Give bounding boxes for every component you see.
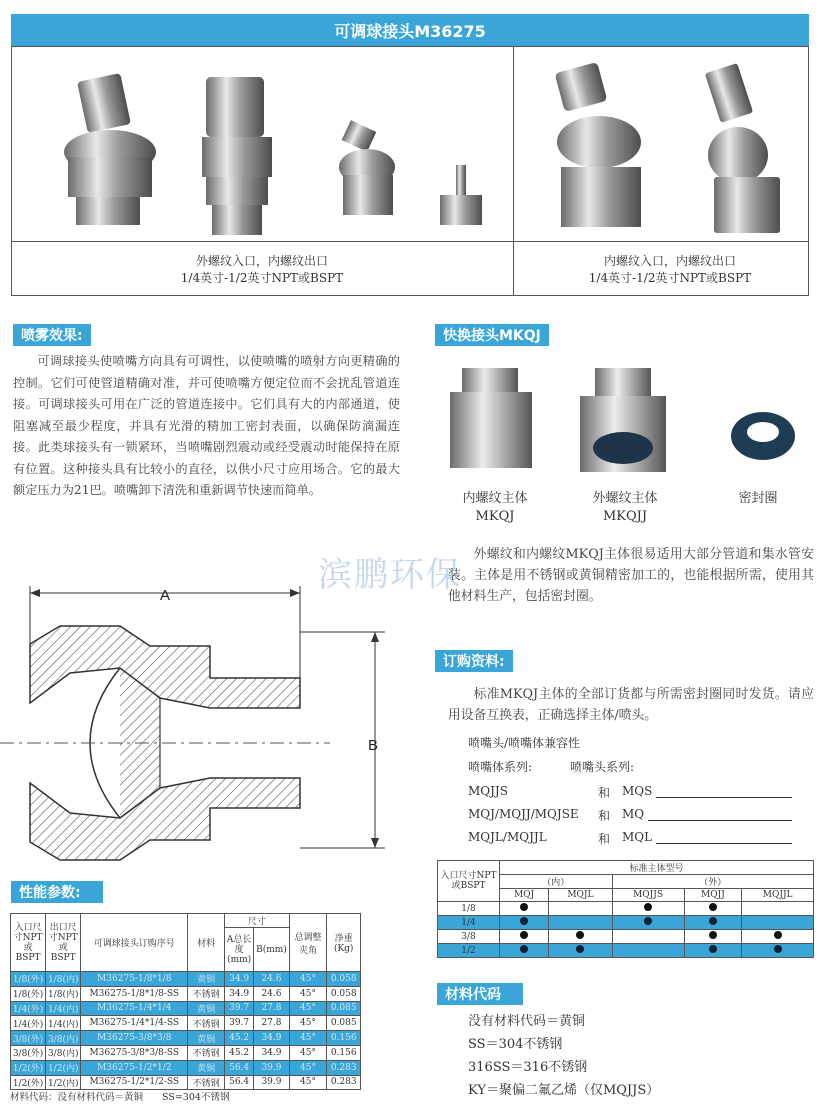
performance-cell-b: 34.9	[254, 1031, 289, 1046]
male-body-code: MKQJJ	[602, 509, 648, 524]
mkq-cell	[549, 916, 612, 930]
performance-cell-ang: 45°	[289, 972, 327, 987]
product-photo-1	[64, 73, 156, 225]
header-weight: 净重(Kg)	[327, 914, 361, 972]
mkq-compat-table	[437, 860, 814, 958]
performance-cell-in: 1/2(外)	[11, 1060, 46, 1075]
mkq-cell	[500, 902, 549, 916]
body-series-label: 喷嘴体系列:	[468, 760, 533, 774]
male-body-photo	[580, 368, 666, 472]
performance-footnote: 材料代码：没有材料代码＝黄铜 SS=304不锈钢	[10, 1092, 230, 1103]
mkq-cell	[612, 916, 684, 930]
performance-cell-b: 24.6	[254, 986, 289, 1001]
mkq-cell	[500, 944, 549, 958]
performance-row	[11, 1045, 361, 1060]
performance-table	[10, 913, 361, 1090]
performance-cell-ang: 45°	[289, 1016, 327, 1031]
page-banner-title: 可调球接头M36275	[11, 14, 809, 46]
performance-cell-b: 34.9	[254, 1045, 289, 1060]
mkq-row-size: 3/8	[438, 930, 500, 944]
performance-cell-ang: 45°	[289, 986, 327, 1001]
female-body-caption	[445, 490, 545, 526]
performance-cell-w: 0.085	[327, 1001, 361, 1016]
compat-row-3-head: MQL	[622, 830, 653, 844]
performance-row	[11, 972, 361, 987]
mkq-col-header: MQJL	[549, 889, 612, 902]
order-text: 标准MKQJ主体的全部订货都与所需密封圈同时发货。请应用设备互换表，正确选择主体/喷头。	[448, 687, 814, 723]
product-photo-4	[440, 165, 482, 225]
performance-cell-ang: 45°	[289, 1060, 327, 1075]
dimension-label-a: A	[160, 587, 171, 604]
header-order-code: 可调球接头订购序号	[81, 914, 188, 972]
seal-ring-label: 密封圈	[738, 491, 778, 506]
compat-row-1-and: 和	[598, 786, 611, 800]
compat-dot-icon	[709, 917, 717, 925]
mkq-table-body	[438, 902, 814, 958]
performance-cell-mat: 黄铜	[188, 1001, 225, 1016]
performance-cell-code: M36275-1/2*1/2-SS	[81, 1075, 188, 1090]
performance-cell-a: 56.4	[224, 1075, 253, 1090]
mkq-cell	[500, 916, 549, 930]
performance-cell-in: 1/2(外)	[11, 1075, 46, 1090]
order-section-title: 订购资料:	[435, 650, 513, 672]
product-photo-5	[555, 62, 641, 227]
compat-dot-icon	[520, 945, 528, 953]
quick-connect-photos	[440, 368, 810, 478]
performance-cell-mat: 黄铜	[188, 1031, 225, 1046]
mkq-cell	[549, 902, 612, 916]
mkq-col-header: MQJJS	[612, 889, 684, 902]
material-code-line: SS＝304不锈钢	[468, 1037, 563, 1052]
performance-cell-ang: 45°	[289, 1045, 327, 1060]
performance-cell-w: 0.085	[327, 1016, 361, 1031]
header-dim-a: A总长度(mm)	[224, 928, 253, 972]
performance-cell-a: 45.2	[224, 1031, 253, 1046]
compat-dot-icon	[576, 945, 584, 953]
performance-row	[11, 1031, 361, 1046]
performance-cell-code: M36275-3/8*3/8-SS	[81, 1045, 188, 1060]
performance-cell-code: M36275-3/8*3/8	[81, 1031, 188, 1046]
performance-cell-out: 1/4(内)	[46, 1016, 81, 1031]
mkq-group-header: 标准主体型号	[500, 861, 814, 875]
mkq-cell	[742, 902, 814, 916]
mkq-row	[438, 902, 814, 916]
performance-cell-mat: 黄铜	[188, 972, 225, 987]
performance-cell-code: M36275-1/4*1/4	[81, 1001, 188, 1016]
mkq-cell	[612, 930, 684, 944]
performance-cell-out: 1/4(内)	[46, 1001, 81, 1016]
performance-cell-b: 39.9	[254, 1060, 289, 1075]
order-description	[448, 684, 814, 726]
mkq-row-size: 1/4	[438, 916, 500, 930]
header-dimensions: 尺寸	[224, 914, 289, 928]
material-code-line: KY＝聚偏二氟乙烯（仅MQJJS）	[468, 1083, 660, 1098]
performance-cell-b: 27.8	[254, 1001, 289, 1016]
compat-row-1-body: MQJJS	[468, 784, 508, 798]
performance-cell-code: M36275-1/2*1/2	[81, 1060, 188, 1075]
performance-row	[11, 1060, 361, 1075]
performance-cell-w: 0.283	[327, 1075, 361, 1090]
seal-ring-photo	[731, 412, 795, 460]
compat-dot-icon	[644, 917, 652, 925]
ball-joint-photos	[12, 47, 810, 241]
compat-title: 喷嘴头/喷嘴体兼容性	[468, 736, 581, 750]
spray-text: 可调球接头使喷嘴方向具有可调性，以使喷嘴的喷射方向更精确的控制。它们可使管道精确对准，并可使喷嘴方便定位而不会扰乱管道连接。可调球接头可用在广泛的管道连接中。它们具有大的内部通道，使阻塞减至最少程度，并具有光滑的精加工密封表面，以确保防滴漏连接。此类球接头有一锁紧环，当喷嘴剧烈震动或经受震动时能保持在原有位置。这种接头具有比较小的直径，以供小尺寸应用场合。它的最大额定压力为21巴。喷嘴卸下清洗和重新调节快速而简单。	[13, 354, 400, 497]
mkq-cell	[742, 930, 814, 944]
performance-cell-mat: 不锈钢	[188, 1045, 225, 1060]
performance-cell-a: 34.9	[224, 986, 253, 1001]
header-material: 材料	[188, 914, 225, 972]
performance-row	[11, 1001, 361, 1016]
material-code-line: 316SS＝316不锈钢	[468, 1060, 588, 1075]
performance-row	[11, 1075, 361, 1090]
compat-dot-icon	[774, 945, 782, 953]
mkq-row	[438, 944, 814, 958]
panel-divider-horizontal	[12, 241, 808, 242]
quick-connect-text: 外螺纹和内螺纹MKQJ主体很易适用大部分管道和集水管安装。主体是用不锈钢或黄铜精密加工的，也能根据所需，使用其他材料生产，包括密封圈。	[448, 547, 814, 604]
performance-cell-w: 0.058	[327, 986, 361, 1001]
performance-cell-code: M36275-1/8*1/8	[81, 972, 188, 987]
mkq-cell	[612, 902, 684, 916]
mkq-col-header: MQJJL	[742, 889, 814, 902]
performance-cell-ang: 45°	[289, 1075, 327, 1090]
right-caption-line-1: 内螺纹入口，内螺纹出口	[603, 254, 736, 268]
mkq-cell	[549, 930, 612, 944]
performance-cell-ang: 45°	[289, 1031, 327, 1046]
male-body-caption	[575, 490, 675, 526]
compat-dot-icon	[576, 931, 584, 939]
mkq-cell	[742, 944, 814, 958]
performance-cell-b: 27.8	[254, 1016, 289, 1031]
performance-cell-mat: 黄铜	[188, 1060, 225, 1075]
performance-cell-a: 45.2	[224, 1045, 253, 1060]
mkq-row	[438, 916, 814, 930]
material-code-line: 没有材料代码＝黄铜	[468, 1014, 586, 1029]
performance-cell-w: 0.156	[327, 1045, 361, 1060]
performance-cell-a: 39.7	[224, 1016, 253, 1031]
performance-cell-mat: 不锈钢	[188, 1016, 225, 1031]
compat-row-2-and: 和	[598, 809, 611, 823]
compat-row-3-body: MQJL/MQJJL	[468, 830, 547, 844]
female-body-label: 内螺纹主体	[462, 491, 528, 506]
mkq-outer-header: （外）	[612, 875, 813, 889]
performance-cell-w: 0.058	[327, 972, 361, 987]
compat-dot-icon	[709, 945, 717, 953]
compat-row-2-body: MQJ/MQJJ/MQJSE	[468, 807, 579, 821]
male-body-label: 外螺纹主体	[592, 491, 658, 506]
compat-row-1-underline	[656, 786, 792, 798]
mkq-cell	[684, 916, 742, 930]
performance-cell-mat: 不锈钢	[188, 1075, 225, 1090]
compat-dot-icon	[774, 931, 782, 939]
compat-row-2-head: MQ	[622, 807, 645, 821]
compat-dot-icon	[644, 903, 652, 911]
female-body-code: MKQJ	[475, 509, 515, 524]
performance-cell-in: 1/4(外)	[11, 1016, 46, 1031]
header-dim-b: B(mm)	[254, 928, 289, 972]
right-caption-line-2: 1/4英寸-1/2英寸NPT或BSPT	[588, 271, 752, 285]
spray-section-title: 喷雾效果:	[13, 324, 91, 346]
mkq-row-size: 1/8	[438, 902, 500, 916]
compat-dot-icon	[520, 903, 528, 911]
performance-row	[11, 1016, 361, 1031]
mkq-col-size-header: 入口尺寸NPT或BSPT	[438, 861, 500, 902]
performance-cell-a: 56.4	[224, 1060, 253, 1075]
mkq-row	[438, 930, 814, 944]
performance-cell-out: 1/2(内)	[46, 1060, 81, 1075]
mkq-cell	[684, 930, 742, 944]
mkq-cell	[742, 916, 814, 930]
mkq-cell	[612, 944, 684, 958]
material-section-title: 材料代码	[437, 983, 523, 1005]
performance-cell-in: 1/8(外)	[11, 972, 46, 987]
performance-cell-in: 3/8(外)	[11, 1045, 46, 1060]
product-photo-2	[202, 77, 272, 235]
compat-dot-icon	[520, 917, 528, 925]
brand-watermark: 滨鹏环保	[318, 555, 462, 595]
product-photo-3	[339, 120, 395, 215]
performance-cell-out: 1/8(内)	[46, 972, 81, 987]
performance-cell-a: 34.9	[224, 972, 253, 987]
compat-row-2-underline	[648, 809, 792, 821]
performance-cell-code: M36275-1/4*1/4-SS	[81, 1016, 188, 1031]
performance-cell-a: 39.7	[224, 1001, 253, 1016]
performance-cell-w: 0.156	[327, 1031, 361, 1046]
mkq-cell	[500, 930, 549, 944]
seal-ring-caption	[718, 490, 798, 508]
header-outlet-size: 出口尺寸NPT或BSPT	[46, 914, 81, 972]
performance-cell-b: 24.6	[254, 972, 289, 987]
performance-cell-ang: 45°	[289, 1001, 327, 1016]
performance-cell-mat: 不锈钢	[188, 986, 225, 1001]
compat-row-1-head: MQS	[622, 784, 653, 798]
performance-cell-code: M36275-1/8*1/8-SS	[81, 986, 188, 1001]
performance-cell-in: 3/8(外)	[11, 1031, 46, 1046]
performance-cell-out: 3/8(内)	[46, 1031, 81, 1046]
performance-cell-out: 3/8(内)	[46, 1045, 81, 1060]
performance-cell-w: 0.283	[327, 1060, 361, 1075]
mkq-col-header: MQJ	[500, 889, 549, 902]
performance-cell-in: 1/4(外)	[11, 1001, 46, 1016]
mkq-col-header: MQJJ	[684, 889, 742, 902]
mkq-cell	[684, 944, 742, 958]
left-product-caption	[92, 253, 432, 287]
product-photo-panel	[11, 46, 809, 296]
mkq-cell	[549, 944, 612, 958]
quick-connect-title: 快换接头MKQJ	[435, 324, 549, 346]
compat-row-3-and: 和	[598, 832, 611, 846]
mkq-cell	[684, 902, 742, 916]
dimension-label-b: B	[368, 737, 379, 754]
performance-row	[11, 986, 361, 1001]
head-series-label: 喷嘴头系列:	[570, 760, 635, 774]
mkq-inner-header: （内）	[500, 875, 613, 889]
header-angle: 总调整夹角	[289, 914, 327, 972]
compat-row-3-underline	[656, 832, 792, 844]
performance-cell-in: 1/8(外)	[11, 986, 46, 1001]
right-product-caption	[532, 253, 808, 287]
performance-table-body	[11, 972, 361, 1090]
performance-section-title: 性能参数:	[11, 881, 103, 903]
compat-dot-icon	[520, 931, 528, 939]
spray-description	[13, 351, 400, 502]
performance-cell-out: 1/8(内)	[46, 986, 81, 1001]
performance-cell-out: 1/2(内)	[46, 1075, 81, 1090]
cross-section-drawing	[0, 578, 410, 878]
material-code-list	[468, 1010, 659, 1102]
product-photo-6	[705, 63, 780, 233]
female-body-photo	[450, 368, 532, 468]
compat-dot-icon	[709, 931, 717, 939]
left-caption-line-2: 1/4英寸-1/2英寸NPT或BSPT	[180, 271, 344, 285]
mkq-row-size: 1/2	[438, 944, 500, 958]
compat-dot-icon	[709, 903, 717, 911]
quick-connect-description	[448, 544, 814, 607]
left-caption-line-1: 外螺纹入口，内螺纹出口	[195, 254, 328, 268]
performance-cell-b: 39.9	[254, 1075, 289, 1090]
header-inlet-size: 入口尺寸NPT或BSPT	[11, 914, 46, 972]
